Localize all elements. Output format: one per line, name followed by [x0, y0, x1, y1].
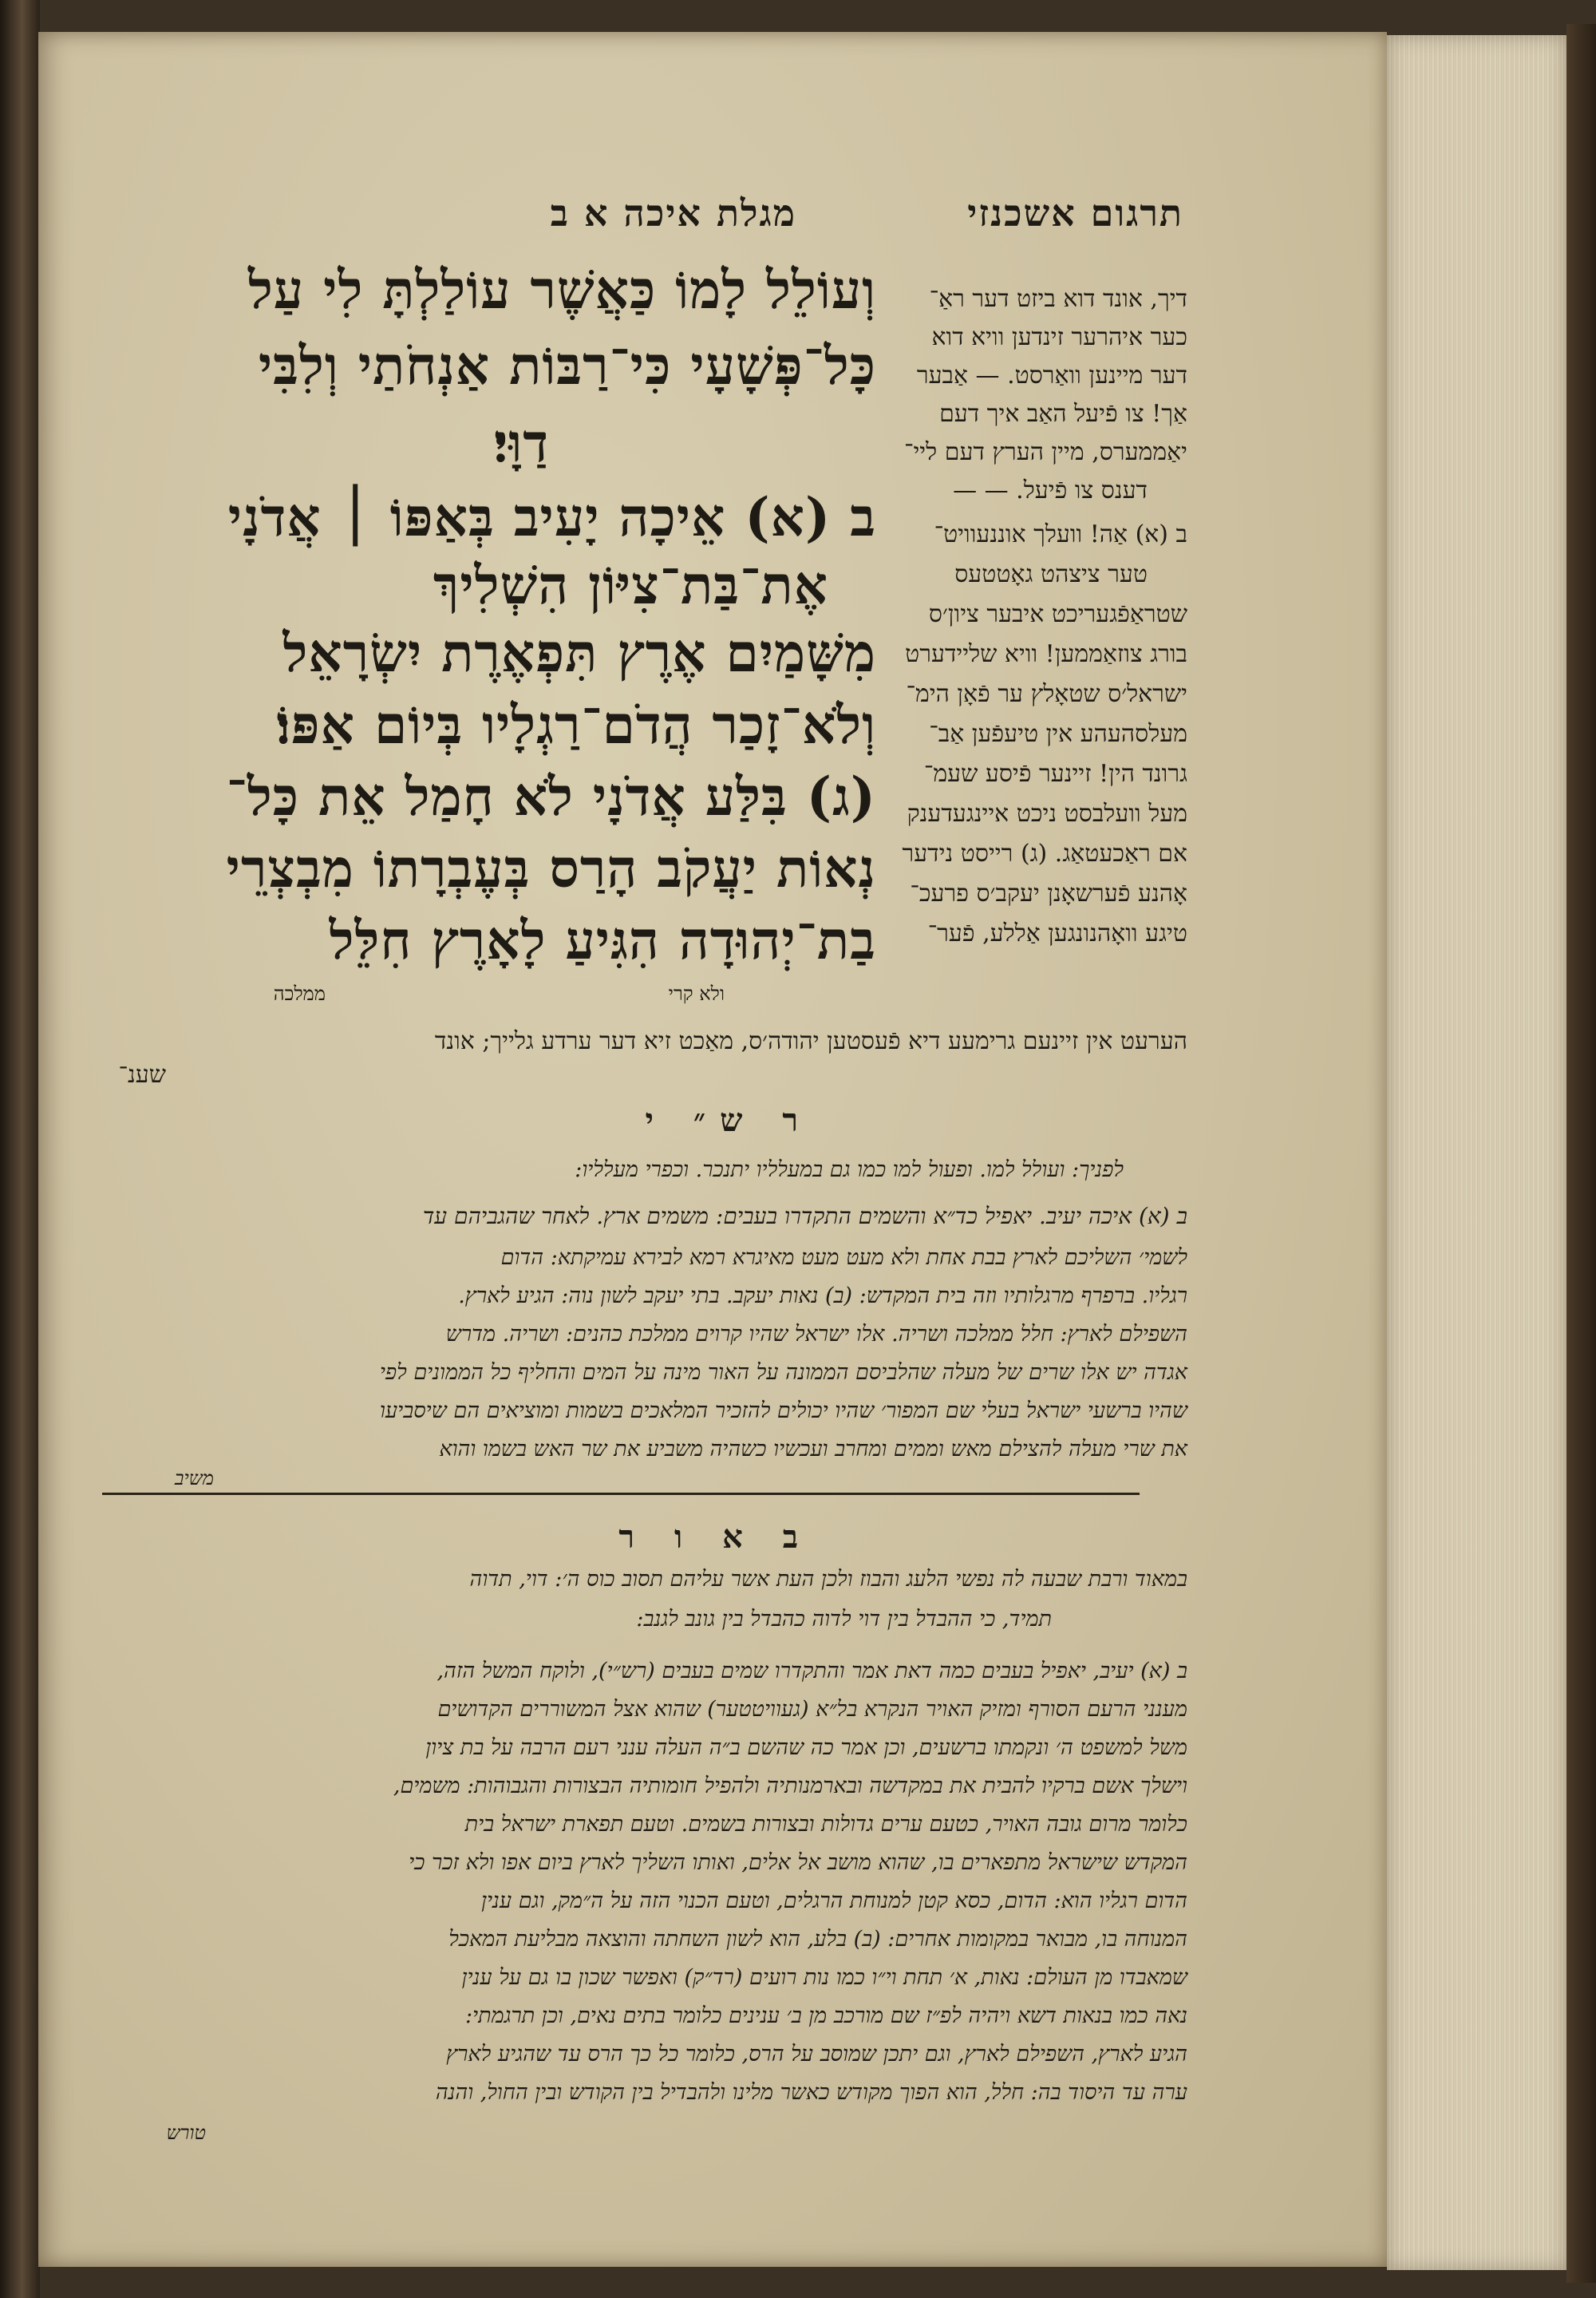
main-text-line: כָּל־פְּשָׁעָי כִּי־רַבּוֹת אַנְחֹתַי וְלִבִּי — [258, 334, 876, 397]
translation-line: דענס צו פֿיעל. — — — [953, 477, 1148, 504]
translation-line: כער איהרער זינדען וויא דוא — [931, 323, 1187, 351]
rashi-line: לפניך: ועולל למו. ופעול למו כמו גם במעלליו יתנכר. וכפרי מעלליו: — [575, 1157, 1124, 1182]
rashi-line: את שרי מעלה להצילם מאש וממים ומחרב ועכשיו כשהיה משביע את שר האש בשמו והוא — [439, 1437, 1187, 1461]
book-binding-edge — [0, 0, 40, 2298]
translation-line: דיך, אונד דוא ביזט דער ראַ־ — [929, 285, 1187, 313]
header-book-title: מגלת איכה א ב — [550, 192, 796, 235]
biur-line: משל למשפט ה׳ ונקמתו ברשעים, וכן אמר כה שהשם ב״ה העלה ענני רעם הרבה על בת ציון — [425, 1735, 1187, 1760]
biur-line: וישלך אשם ברקיו להבית את במקדשה ובארמנותיה ולהפיל חומותיה הבצורות והגבוהות: משמים, — [393, 1774, 1187, 1798]
book-cover-edge — [1566, 24, 1596, 2283]
translation-line: דער מיינען וואַרסט. — אַבער — [916, 362, 1187, 390]
biur-line: הגיע לארץ, השפילם לארץ, וגם יתכן שמוסב על הרס, כלומר כל כך הרס עד שהגיע לארץ — [446, 2042, 1187, 2067]
biur-line: המנוחה בו, מבואר במקומות אחרים: (ב) בלע, הוא לשון השחתה והוצאה מבליעת המאכל — [448, 1927, 1187, 1952]
biur-line: נאה כמו בנאות דשא ויהיה לפ״ז שם מורכב מן ב׳ ענינים כלומר בתים נאים, וכן תרגמתי: — [464, 2003, 1187, 2028]
main-text-line: (ג) בִּלַּע אֲדֹנָי לֹא חָמַל אֵת כָּל־ — [226, 765, 876, 828]
biur-catchword: טורש — [166, 2122, 206, 2144]
translation-full-line: הערעט אין זיינעם גרימעע דיא פֿעסטען יהודה׳ס, מאַכט זיא דער ערדע גלייך; אונד — [434, 1027, 1187, 1055]
translation-line: מעל וועלבסט ניכט איינגעדענק — [907, 800, 1187, 828]
translation-line: טער ציצהט גאָטטעס — [954, 560, 1148, 588]
page-fore-edge — [1387, 35, 1566, 2270]
main-text-line: ב (א) אֵיכָה יָעִיב בְּאַפּוֹ ׀ אֲדֹנָי — [227, 486, 876, 548]
translation-line: אם ראַכעטאַג. (ג) רייסט נידער — [902, 840, 1187, 868]
main-text-line: אֶת־בַּת־צִיּוֹן הִשְׁלִיךְ — [433, 554, 828, 616]
book-page — [38, 32, 1387, 2267]
biur-line: הדום רגליו הוא: הדום, כסא קטן למנוחת הרגלים, וטעם הכנוי הזה על ה״מק, וגם ענין — [481, 1889, 1187, 1913]
translation-line: מעלסהעהע אין טיעפֿען אַב־ — [929, 720, 1187, 748]
rashi-line: השפילם לארץ: חלל ממלכה ושריה. אלו ישראל שהיו קרוים ממלכת כהנים: ושריה. מדרש — [445, 1322, 1187, 1347]
main-text-line: בַת־יְהוּדָה הִגִּיעַ לָאָרֶץ חִלֵּל — [329, 909, 876, 971]
translation-line: טיגע וואָהנונגען אַללע, פֿער־ — [927, 920, 1187, 947]
biur-line: המקדש שישראל מתפארים בו, שהוא מושב אל אלים, ואותו השליך לארץ ביום אפו ולא זכר כי — [409, 1850, 1187, 1875]
translation-line: יאַממערס, מיין הערץ דעם ליי־ — [903, 438, 1187, 466]
rashi-line: לשמי׳ השליכם לארץ בבת אחת ולא מעט מעט מאיגרא רמא לבירא עמיקתא: הדום — [500, 1245, 1187, 1270]
section-divider — [102, 1493, 1140, 1495]
translation-line: אַך! צו פֿיעל האַב איך דעם — [939, 400, 1187, 428]
biur-line: במאוד ורבת שבעה לה נפשי הלעג והבוז ולכן העת אשר עליהם תסוב כוס ה׳: דוי, תדוה — [469, 1567, 1187, 1592]
biur-line: תמיד, כי ההבדל בין דוי לדוה כהבדל בין גונב לגנב: — [636, 1607, 1052, 1632]
main-text-line: וְעוֹלֵל לָמוֹ כַּאֲשֶׁר עוֹלַלְתָּ לִי עַל — [247, 259, 876, 321]
translation-line: ישראל׳ס שטאָלץ ער פֿאָן הימ־ — [906, 680, 1187, 708]
rashi-line: ב (א) איכה יעיב. יאפיל כד״א והשמים התקדרו בעבים: משמים ארץ. לאחר שהגביהם עד — [422, 1203, 1187, 1229]
translation-line: ב (א) אַה! וועלך אוננעוויט־ — [934, 520, 1187, 548]
biur-line: מענני הרעם הסורף ומזיק האויר הנקרא בל״א (געוויטטער) שהוא אצל המשוררים הקדושים — [437, 1697, 1187, 1722]
biur-line: ב (א) יעיב, יאפיל בעבים כמה דאת אמר והתקדרו שמים בעבים (רש״י), ולוקח המשל הזה, — [437, 1659, 1187, 1683]
translation-catchword: שענ־ — [118, 1061, 166, 1089]
translation-line: אָהנע פֿערשאָנן יעקב׳ס פרעכ־ — [910, 880, 1187, 908]
main-text-line: וְלֹא־זָכַר הֲדֹם־רַגְלָיו בְּיוֹם אַפּוֹ׃ — [275, 694, 876, 756]
main-text-line: מִשָּׁמַיִם אֶרֶץ תִּפְאֶרֶת יִשְׂרָאֵל — [282, 622, 876, 684]
kri-ketiv-note: ולא קרי — [668, 983, 725, 1005]
biur-line: שמאבדו מן העולם: נאות, א׳ תחת וי״ו כמו נות רועים (רד״ק) ואפשר שכון בו גם על ענין — [461, 1965, 1187, 1990]
rashi-line: אגדה יש אלו שרים של מעלה שהלביסם הממונה על האור מינה על המים והחליף כל הממונים לפי — [379, 1360, 1187, 1385]
main-text-line: דַוָּי׃ — [493, 412, 549, 474]
rashi-line: רגליו. ברפרף מרגלותיו וזה בית המקדש: (ב) נאות יעקב. בתי יעקב לשון נוה: הגיע לארץ. — [458, 1283, 1187, 1308]
rashi-line: שהיו ברשעי ישראל בעלי שם המפור׳ שהיו יכולים להזכיר המלאכים בשמות ומוציאים הם שיסביעו — [379, 1398, 1187, 1423]
rashi-title: ר ש״ י — [645, 1102, 812, 1139]
rashi-catchword: משיב — [174, 1467, 214, 1489]
masorah-note: ממלכה — [273, 983, 326, 1005]
header-translation-title: תרגום אשכנזי — [967, 192, 1183, 235]
biur-line: כלומר מרום גובה האויר, כטעם ערים גדולות ובצורות בשמים. וטעם תפארת ישראל בית — [464, 1812, 1187, 1837]
translation-line: בורג צוזאַממען! וויא שליידערט — [905, 640, 1187, 668]
main-text-line: נְאוֹת יַעֲקֹב הָרַס בְּעֶבְרָתוֹ מִבְצְרֵי — [226, 837, 876, 900]
biur-title: ב א ו ר — [618, 1518, 812, 1556]
biur-line: ערה עד היסוד בה: חלל, הוא הפוך מקודש כאשר מלינו ולהבדיל בין הקודש ובין החול, והנה — [435, 2080, 1187, 2105]
translation-line: שטראַפֿגעריכט איבער ציון׳ס — [928, 600, 1187, 628]
translation-line: גרונד הין! זיינער פֿיסע שעמ־ — [923, 760, 1187, 788]
